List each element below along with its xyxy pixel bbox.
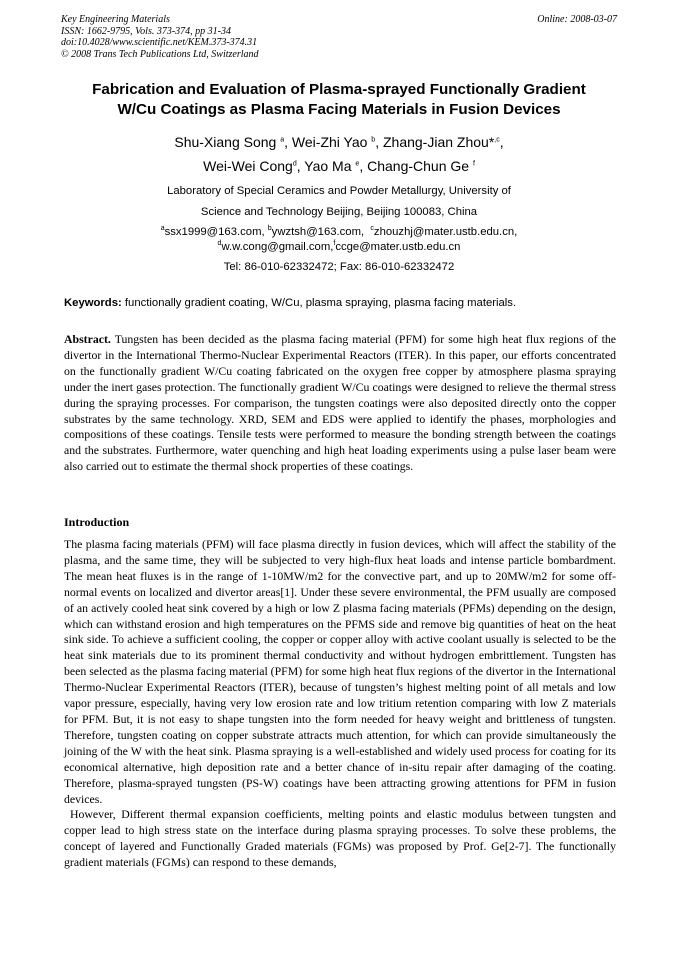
journal-name: Key Engineering Materials <box>61 14 170 25</box>
email-b: ywztsh@163.com, <box>271 226 365 238</box>
affiliation-line-1: Laboratory of Special Ceramics and Powder Metallurgy, University of <box>167 185 511 197</box>
affiliation-line-2: Science and Technology Beijing, Beijing 100083, China <box>200 206 478 218</box>
author-4-sup: d <box>292 160 297 168</box>
keywords <box>64 295 620 311</box>
email-f-sup: f <box>333 240 336 248</box>
introduction-heading: Introduction <box>64 515 130 529</box>
email-c-sup: c <box>370 225 374 233</box>
email-line-2 <box>40 240 638 255</box>
introduction-paragraph-2: However, Different thermal expansion coefficients, melting points and elastic modulus between tungsten and copper lead to high stress state on the interface during plasma spraying processes. To solve these problems, the concept of layered and Functionally Graded materials (FGMs) was proposed by Prof. Ge[2-7]. The functionally gradient materials (FGMs) can respond to these demands, <box>64 807 616 870</box>
author-1: Shu-Xiang Song <box>174 134 277 150</box>
introduction-body <box>64 537 616 871</box>
abstract-text: Tungsten has been decided as the plasma facing material (PFM) for some high heat flux regions of the divertor in the International Thermo-Nuclear Experimental Reactors (ITER). In this paper, our efforts concentrated on the functionally gradient W/Cu coating fabricated on the oxygen free copper by atmosphere plasma spraying under the inert gases protection. The functionally gradient W/Cu coatings were designed to relieve the thermal stress during the spraying processes. For comparison, the tungsten coatings were also deposited directly onto the copper substrates by the same technology. XRD, SEM and EDS were applied to identify the phases, morphologies and compositions of these coatings. Tensile tests were performed to measure the bonding strength between the coatings and the substrates. Furthermore, water quenching and high heat loading experiments using a pulse laser beam were also carried out to estimate the thermal shock properties of these coatings. <box>64 332 616 474</box>
author-2-sup: b <box>371 136 376 144</box>
author-2: Wei-Zhi Yao <box>291 134 368 150</box>
email-c: zhouzhj@mater.ustb.edu.cn, <box>373 226 518 238</box>
email-line-1 <box>40 225 638 240</box>
author-list <box>40 130 638 178</box>
contact-line: Tel: 86-010-62332472; Fax: 86-010-62332472 <box>223 261 455 273</box>
keywords-label: Keywords: <box>64 297 122 309</box>
author-3-sup: ,c <box>494 136 500 144</box>
keywords-text: functionally gradient coating, W/Cu, plasma spraying, plasma facing materials. <box>124 297 517 309</box>
journal-header <box>61 14 617 60</box>
email-d: w.w.cong@gmail.com, <box>221 241 334 253</box>
title-line-2: W/Cu Coatings as Plasma Facing Materials in Fusion Devices <box>117 101 561 118</box>
introduction-paragraph-1: The plasma facing materials (PFM) will face plasma directly in fusion devices, which will affect the stability of the plasma, and the same time, they will be subjected to very high-flux heat loads and intense particle bombardment. The mean heat fluxes is in the range of 1-10MW/m2 for the convective part, and up to 20MW/m2 for some off-normal events on localized and divertor areas[1]. Under these severe environmental, the PFM usually are composed of an actively cooled heat sink covered by a high or low Z plasma facing materials (PFMs) depending on the design, which can withstand erosion and high temperatures on the PFMS side and remove big quantities of heat on the heat sink side. To achieve a sufficient cooling, the copper or copper alloy with active coolant usually is selected to be the heat sink materials due to its prominent thermal conductivity and without hydrogen embrittlement. Tungsten has been selected as the plasma facing material (PFM) for some high heat flux regions of the divertor in the International Thermo-Nuclear Experimental Reactors (ITER), because of tungsten’s highest melting point of all metals and low vapor pressure, especially, having very low erosion rate and low tritium retention comparing with low Z materials for PFM. But, it is not easy to shape tungsten into the form needed for heavy weight and brittleness of tungsten. Therefore, tungsten coating on copper substrate attracts much attention, for which can provide simultaneously the joining of the W with the heat sink. Plasma spraying is a well-established and widely used process for coating for its economical alternative, high deposition rate and a better chance of in-situ repair after damaging of the coating. Therefore, plasma-sprayed tungsten (PS-W) coatings have been attracting growing attentions for PFM in fusion devices. <box>64 537 616 806</box>
email-f: ccge@mater.ustb.edu.cn <box>335 241 461 253</box>
email-b-sup: b <box>267 225 272 233</box>
email-a-sup: a <box>160 225 165 233</box>
affiliation <box>40 181 638 223</box>
author-6-sup: f <box>472 160 475 168</box>
paper-title <box>40 80 638 120</box>
abstract <box>64 332 616 475</box>
author-emails <box>40 225 638 255</box>
author-6: Chang-Chun Ge <box>367 158 470 174</box>
online-date: Online: 2008-03-07 <box>537 14 617 25</box>
author-line-1: Shu-Xiang Song $^a$, Wei-Zhi Yao $^b$, Zhang-Jian Zhou*$^{,c}$, <box>174 134 504 150</box>
email-d-sup: d <box>217 240 222 248</box>
author-3: Zhang-Jian Zhou* <box>382 134 495 150</box>
author-1-sup: a <box>280 136 285 144</box>
email-a: ssx1999@163.com, <box>164 226 265 238</box>
author-line-2: Wei-Wei Cong$^d$, Yao Ma $^e$, Chang-Chun Ge $^f$ <box>203 158 475 174</box>
title-line-1: Fabrication and Evaluation of Plasma-sprayed Functionally Gradient <box>92 81 586 98</box>
copyright-line: © 2008 Trans Tech Publications Ltd, Switzerland <box>61 48 259 60</box>
doi-line: doi:10.4028/www.scientific.net/KEM.373-374.31 <box>61 37 258 48</box>
author-5: Yao Ma <box>304 158 352 174</box>
author-5-sup: e <box>355 160 360 168</box>
abstract-label: Abstract. <box>64 332 111 346</box>
issn-line: ISSN: 1662-9795, Vols. 373-374, pp 31-34 <box>61 25 231 37</box>
author-4: Wei-Wei Cong <box>203 158 293 174</box>
